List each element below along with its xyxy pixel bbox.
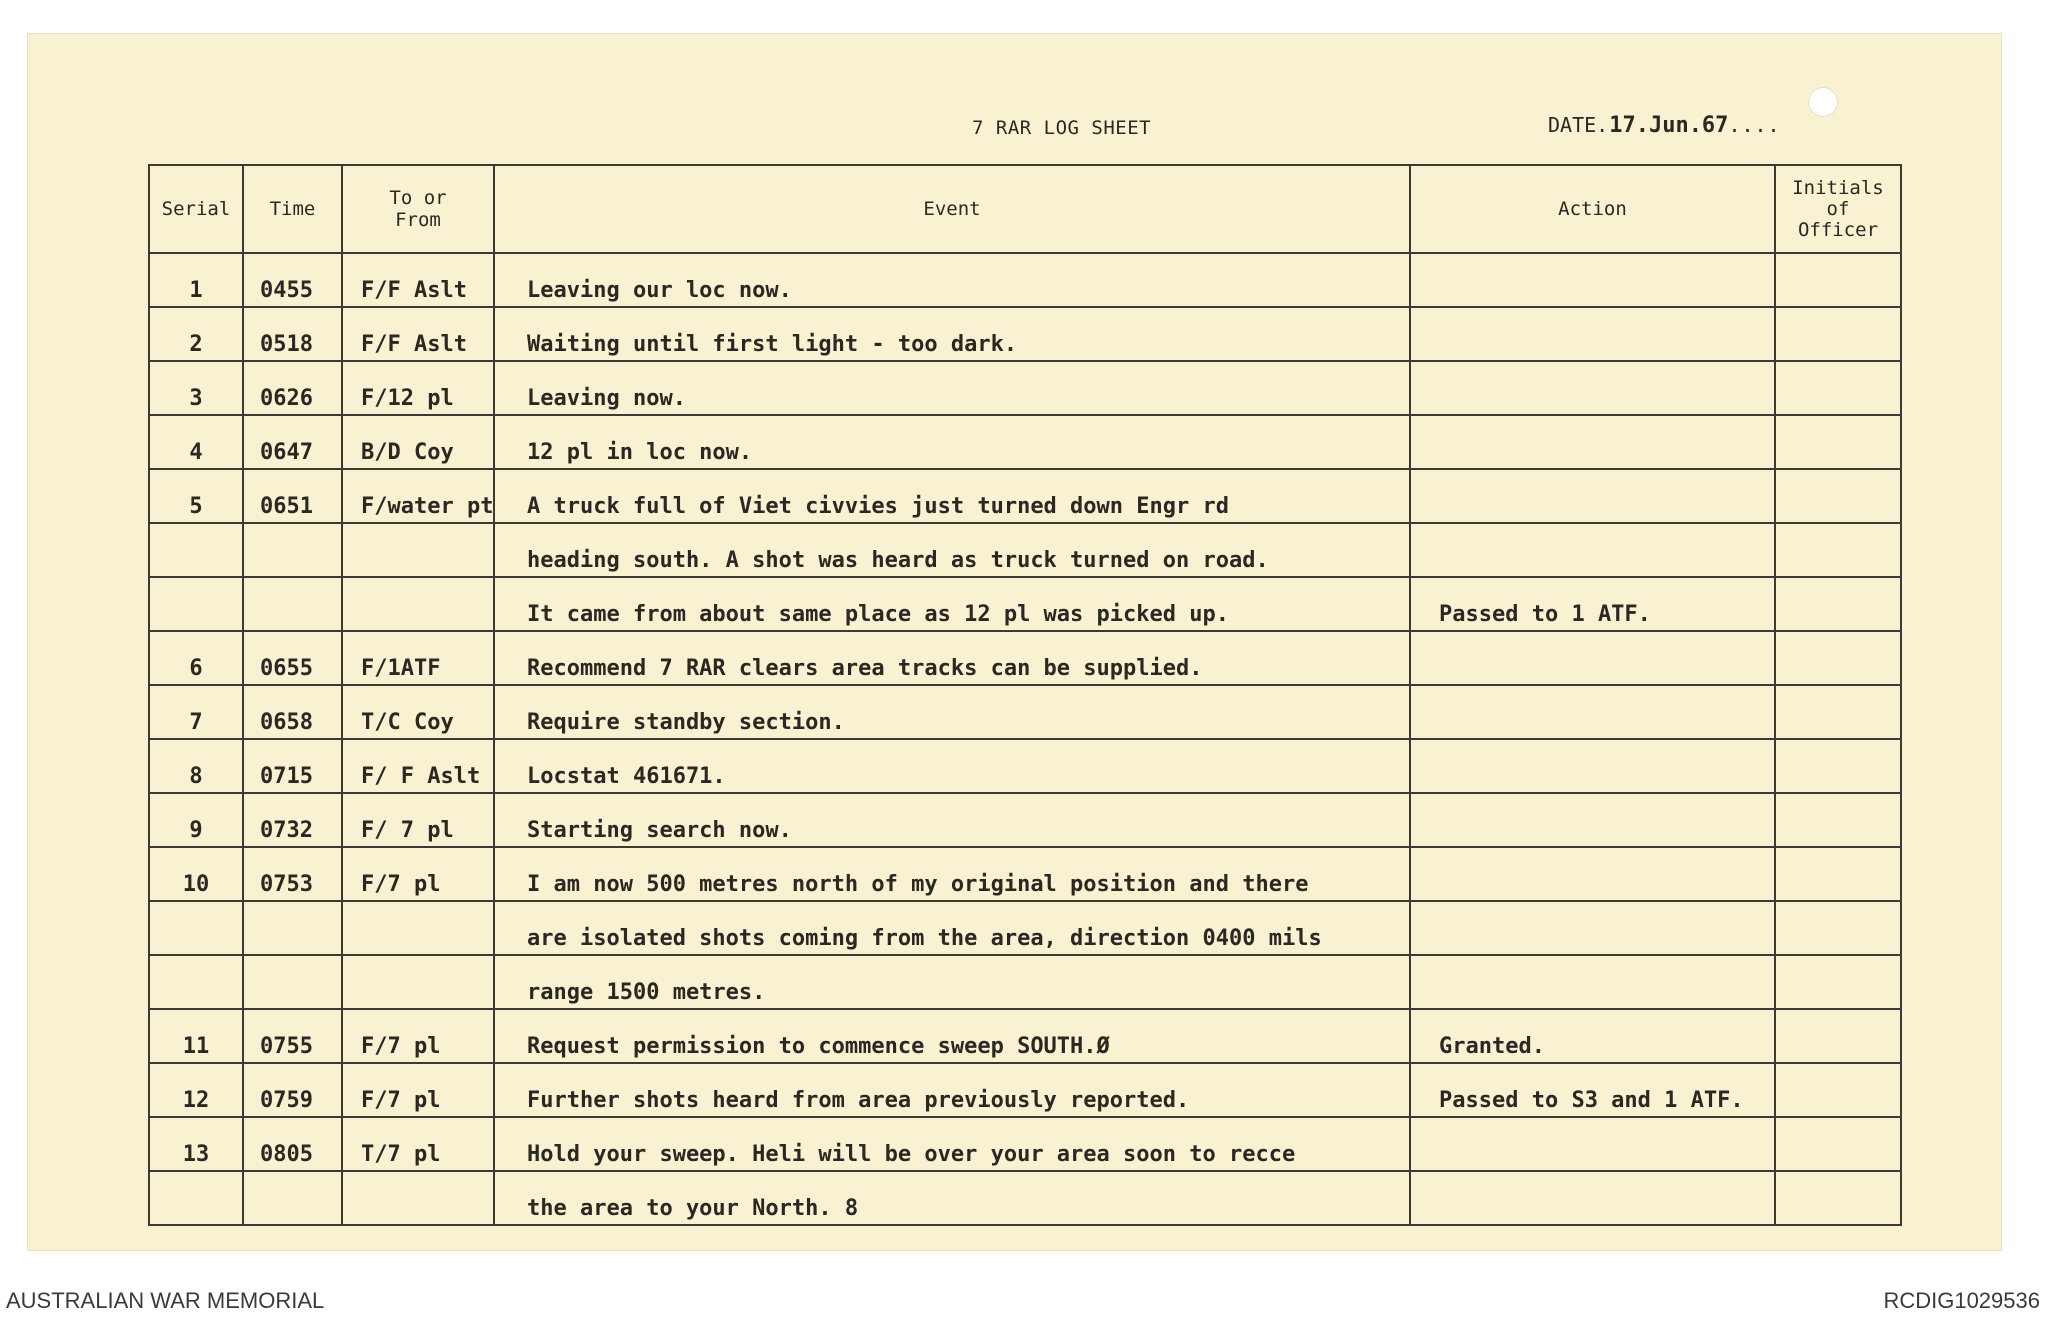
action-cell bbox=[1410, 307, 1775, 361]
column-header-to-or: To or bbox=[389, 187, 447, 209]
initials-cell bbox=[1775, 1117, 1901, 1171]
action-cell bbox=[1410, 955, 1775, 1009]
to-from-cell: F/ 7 pl bbox=[342, 793, 494, 847]
table-row bbox=[149, 1171, 1901, 1225]
initials-cell bbox=[1775, 955, 1901, 1009]
to-from-cell: T/7 pl bbox=[342, 1117, 494, 1171]
action-cell bbox=[1410, 685, 1775, 739]
initials-cell bbox=[1775, 739, 1901, 793]
event-cell: 12 pl in loc now. bbox=[494, 415, 1410, 469]
initials-cell bbox=[1775, 253, 1901, 307]
initials-cell bbox=[1775, 847, 1901, 901]
serial-cell: 3 bbox=[149, 361, 243, 415]
column-header-initials bbox=[1775, 165, 1901, 253]
action-cell bbox=[1410, 901, 1775, 955]
action-cell bbox=[1410, 1117, 1775, 1171]
serial-cell: 4 bbox=[149, 415, 243, 469]
serial-cell: 2 bbox=[149, 307, 243, 361]
serial-cell: 12 bbox=[149, 1063, 243, 1117]
table-row bbox=[149, 361, 1901, 415]
initials-cell bbox=[1775, 415, 1901, 469]
to-from-cell: F/F Aslt bbox=[342, 307, 494, 361]
table-row bbox=[149, 793, 1901, 847]
table-row bbox=[149, 415, 1901, 469]
date-leader-dots: . bbox=[1596, 113, 1610, 137]
event-cell: Waiting until first light - too dark. bbox=[494, 307, 1410, 361]
time-cell: 0732 bbox=[243, 793, 342, 847]
action-cell: Passed to S3 and 1 ATF. bbox=[1410, 1063, 1775, 1117]
time-cell bbox=[243, 901, 342, 955]
to-from-cell bbox=[342, 955, 494, 1009]
action-cell bbox=[1410, 415, 1775, 469]
event-cell: are isolated shots coming from the area, direction 0400 mils bbox=[494, 901, 1410, 955]
column-header-action: Action bbox=[1410, 165, 1775, 253]
time-cell: 0651 bbox=[243, 469, 342, 523]
to-from-cell: F/F Aslt bbox=[342, 253, 494, 307]
serial-cell: 11 bbox=[149, 1009, 243, 1063]
archive-reference: RCDIG1029536 bbox=[1883, 1288, 2040, 1313]
time-cell bbox=[243, 523, 342, 577]
to-from-cell: F/12 pl bbox=[342, 361, 494, 415]
column-header-initials-line3: Officer bbox=[1797, 218, 1879, 241]
table-row bbox=[149, 1009, 1901, 1063]
time-cell bbox=[243, 955, 342, 1009]
event-cell: Locstat 461671. bbox=[494, 739, 1410, 793]
time-cell: 0715 bbox=[243, 739, 342, 793]
event-cell: heading south. A shot was heard as truck turned on road. bbox=[494, 523, 1410, 577]
to-from-cell bbox=[342, 577, 494, 631]
to-from-cell: F/1ATF bbox=[342, 631, 494, 685]
initials-cell bbox=[1775, 577, 1901, 631]
action-cell bbox=[1410, 739, 1775, 793]
serial-cell bbox=[149, 577, 243, 631]
to-from-cell: B/D Coy bbox=[342, 415, 494, 469]
time-cell: 0655 bbox=[243, 631, 342, 685]
to-from-cell bbox=[342, 523, 494, 577]
event-cell: Hold your sweep. Heli will be over your area soon to recce bbox=[494, 1117, 1410, 1171]
table-row bbox=[149, 1117, 1901, 1171]
initials-cell bbox=[1775, 469, 1901, 523]
serial-cell bbox=[149, 523, 243, 577]
table-row bbox=[149, 523, 1901, 577]
event-cell: Further shots heard from area previously reported. bbox=[494, 1063, 1410, 1117]
time-cell: 0755 bbox=[243, 1009, 342, 1063]
event-cell: Request permission to commence sweep SOUTH.Ø bbox=[494, 1009, 1410, 1063]
to-from-cell: F/ F Aslt bbox=[342, 739, 494, 793]
initials-cell bbox=[1775, 361, 1901, 415]
table-header-row bbox=[149, 165, 1901, 253]
time-cell bbox=[243, 577, 342, 631]
to-from-cell: F/7 pl bbox=[342, 1063, 494, 1117]
initials-cell bbox=[1775, 1171, 1901, 1225]
event-cell: the area to your North. 8 bbox=[494, 1171, 1410, 1225]
initials-cell bbox=[1775, 523, 1901, 577]
log-table-body bbox=[149, 253, 1901, 1225]
event-cell: It came from about same place as 12 pl was picked up. bbox=[494, 577, 1410, 631]
action-cell bbox=[1410, 847, 1775, 901]
initials-cell bbox=[1775, 1063, 1901, 1117]
event-cell: Leaving our loc now. bbox=[494, 253, 1410, 307]
serial-cell: 1 bbox=[149, 253, 243, 307]
initials-cell bbox=[1775, 901, 1901, 955]
table-row bbox=[149, 901, 1901, 955]
time-cell: 0647 bbox=[243, 415, 342, 469]
action-cell bbox=[1410, 523, 1775, 577]
serial-cell bbox=[149, 1171, 243, 1225]
column-header-initials-line1: Initials bbox=[1792, 176, 1884, 199]
serial-cell bbox=[149, 955, 243, 1009]
event-cell: range 1500 metres. bbox=[494, 955, 1410, 1009]
serial-cell: 6 bbox=[149, 631, 243, 685]
date-line bbox=[1548, 113, 1781, 138]
table-row bbox=[149, 307, 1901, 361]
initials-cell bbox=[1775, 631, 1901, 685]
event-cell: A truck full of Viet civvies just turned down Engr rd bbox=[494, 469, 1410, 523]
to-from-cell: F/7 pl bbox=[342, 847, 494, 901]
serial-cell: 7 bbox=[149, 685, 243, 739]
action-cell bbox=[1410, 1171, 1775, 1225]
column-header-initials-line2: of bbox=[1826, 197, 1850, 220]
table-row bbox=[149, 685, 1901, 739]
serial-cell bbox=[149, 901, 243, 955]
table-row bbox=[149, 631, 1901, 685]
table-row bbox=[149, 955, 1901, 1009]
to-from-cell: F/7 pl bbox=[342, 1009, 494, 1063]
initials-cell bbox=[1775, 307, 1901, 361]
serial-cell: 5 bbox=[149, 469, 243, 523]
initials-cell bbox=[1775, 793, 1901, 847]
serial-cell: 13 bbox=[149, 1117, 243, 1171]
time-cell bbox=[243, 1171, 342, 1225]
initials-cell bbox=[1775, 1009, 1901, 1063]
time-cell: 0805 bbox=[243, 1117, 342, 1171]
initials-cell bbox=[1775, 685, 1901, 739]
action-cell bbox=[1410, 793, 1775, 847]
action-cell bbox=[1410, 361, 1775, 415]
column-header-from: From bbox=[395, 209, 441, 231]
log-table bbox=[148, 164, 1902, 1226]
event-cell: Leaving now. bbox=[494, 361, 1410, 415]
event-cell: Starting search now. bbox=[494, 793, 1410, 847]
column-header-to-from bbox=[342, 165, 494, 253]
to-from-cell: T/C Coy bbox=[342, 685, 494, 739]
table-row bbox=[149, 1063, 1901, 1117]
action-cell bbox=[1410, 631, 1775, 685]
time-cell: 0455 bbox=[243, 253, 342, 307]
to-from-cell bbox=[342, 1171, 494, 1225]
time-cell: 0518 bbox=[243, 307, 342, 361]
time-cell: 0626 bbox=[243, 361, 342, 415]
event-cell: Recommend 7 RAR clears area tracks can be supplied. bbox=[494, 631, 1410, 685]
action-cell: Granted. bbox=[1410, 1009, 1775, 1063]
action-cell bbox=[1410, 253, 1775, 307]
date-value: 17.Jun.67 bbox=[1609, 113, 1729, 138]
serial-cell: 8 bbox=[149, 739, 243, 793]
to-from-cell bbox=[342, 901, 494, 955]
column-header-time: Time bbox=[243, 165, 342, 253]
action-cell: Passed to 1 ATF. bbox=[1410, 577, 1775, 631]
table-row bbox=[149, 577, 1901, 631]
archive-credit: AUSTRALIAN WAR MEMORIAL bbox=[6, 1288, 325, 1313]
table-row bbox=[149, 847, 1901, 901]
column-header-event: Event bbox=[494, 165, 1410, 253]
event-cell: Require standby section. bbox=[494, 685, 1410, 739]
to-from-cell: F/water pt bbox=[342, 469, 494, 523]
event-cell: I am now 500 metres north of my original position and there bbox=[494, 847, 1410, 901]
sheet-title: 7 RAR LOG SHEET bbox=[972, 117, 1152, 139]
date-trailing-dots: .... bbox=[1728, 113, 1781, 137]
serial-cell: 9 bbox=[149, 793, 243, 847]
punch-hole bbox=[1808, 87, 1838, 117]
table-row bbox=[149, 739, 1901, 793]
time-cell: 0658 bbox=[243, 685, 342, 739]
date-label: DATE bbox=[1548, 113, 1597, 137]
column-header-serial: Serial bbox=[149, 165, 243, 253]
time-cell: 0753 bbox=[243, 847, 342, 901]
serial-cell: 10 bbox=[149, 847, 243, 901]
table-row bbox=[149, 469, 1901, 523]
time-cell: 0759 bbox=[243, 1063, 342, 1117]
action-cell bbox=[1410, 469, 1775, 523]
table-row bbox=[149, 253, 1901, 307]
